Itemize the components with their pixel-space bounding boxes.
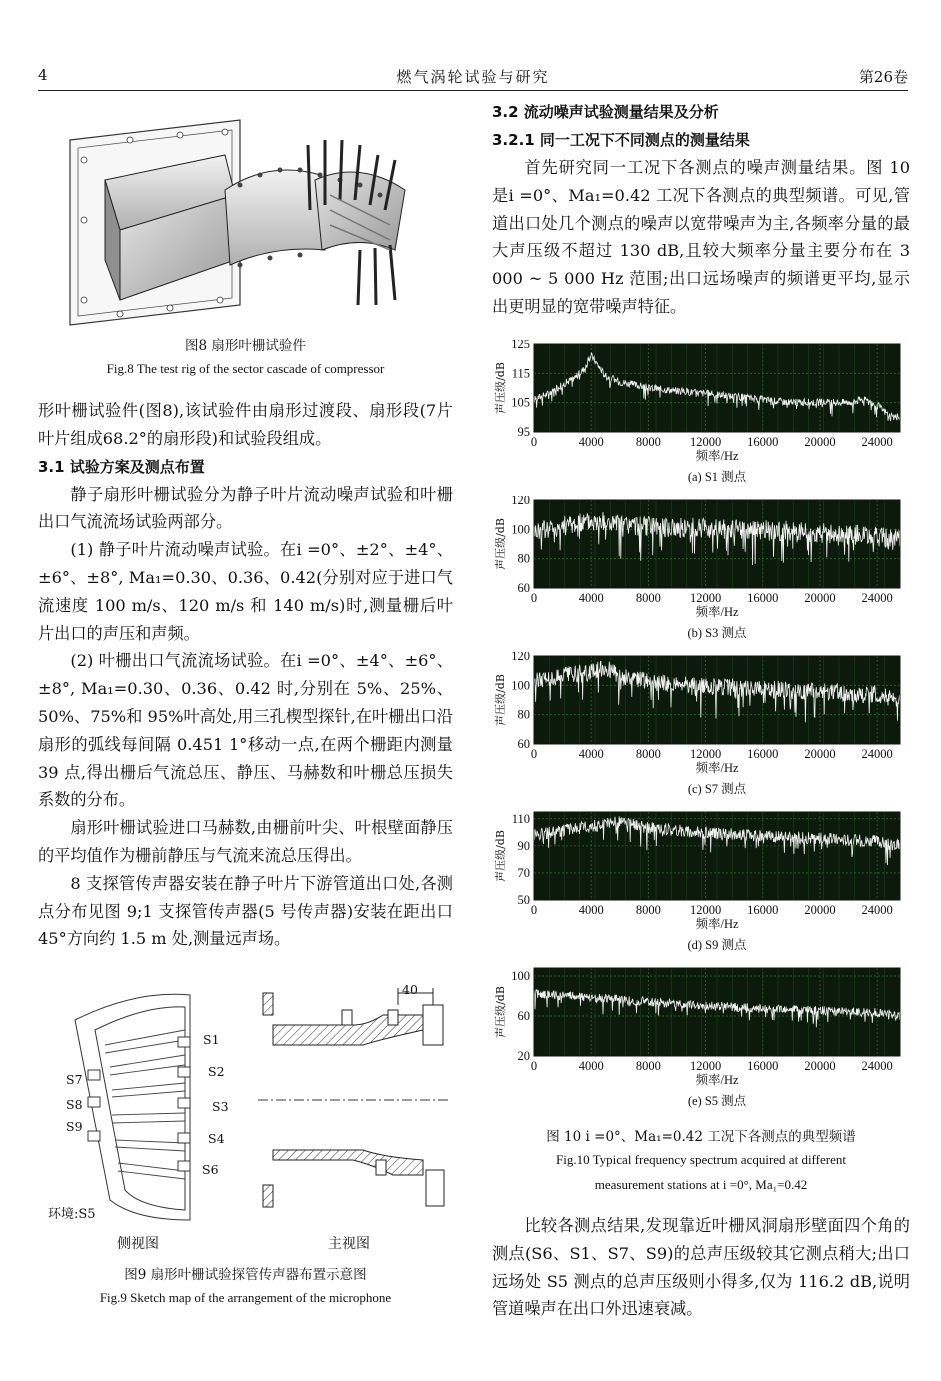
left-paragraph-6: 8 支探管传声器安装在静子叶片下游管道出口处,各测点分布见图 9;1 支探管传声器(5 号传声器)安装在距出口 45°方向约 1.5 m 处,测量远声场。 (38, 873, 453, 949)
x-tick-label: 24000 (861, 591, 893, 605)
y-tick-label: 120 (511, 652, 530, 663)
subplot-caption: (e) S5 测点 (687, 1094, 747, 1108)
y-axis-label: 声压级/dB (494, 986, 507, 1038)
subplot-caption: (d) S9 测点 (687, 938, 747, 952)
x-tick-label: 24000 (861, 1059, 893, 1073)
y-tick-label: 100 (511, 522, 530, 537)
x-axis-label: 频率/Hz (695, 1073, 739, 1087)
spectrum-svg (492, 964, 910, 1124)
x-tick-label: 4000 (578, 903, 604, 917)
subplot-caption: (b) S3 测点 (687, 626, 747, 640)
subplot-caption: (c) S7 测点 (687, 782, 747, 796)
y-tick-label: 60 (517, 581, 530, 595)
y-tick-label: 80 (517, 551, 530, 566)
y-tick-label: 80 (517, 707, 530, 722)
x-tick-label: 20000 (804, 435, 836, 449)
section-3-2-heading: 3.2 流动噪声试验测量结果及分析 (492, 103, 719, 121)
spectrum-chart-s1 (492, 340, 910, 500)
x-tick-label: 24000 (861, 435, 893, 449)
x-tick-label: 20000 (804, 747, 836, 761)
y-tick-label: 20 (517, 1049, 530, 1063)
y-axis-label: 声压级/dB (494, 518, 507, 570)
section-3-2-1-heading: 3.2.1 同一工况下不同测点的测量结果 (492, 131, 750, 149)
y-tick-label: 70 (517, 865, 530, 880)
x-tick-label: 4000 (578, 591, 604, 605)
y-tick-label: 50 (517, 893, 530, 907)
fig9-label-s2: S2 (208, 1064, 225, 1079)
x-tick-label: 0 (530, 747, 538, 761)
spectrum-chart-s9 (492, 808, 910, 968)
y-axis-label: 声压级/dB (494, 362, 507, 414)
fig10-caption-cn: 图 10 i =0°、Ma₁=0.42 工况下各测点的典型频谱 (546, 1129, 856, 1145)
y-axis-label: 声压级/dB (494, 830, 507, 882)
right-paragraph-1: 首先研究同一工况下各测点的噪声测量结果。图 10 是i =0°、Ma₁=0.42 工况下各测点的典型频谱。可见,管道出口处几个测点的噪声以宽带噪声为主,各频率分量的最大声压级不超过 130 dB,且较大频率分量主要分布在 3 000 ~ 5 000 Hz 范围;出口远场噪声的频谱更平均,显示出更明显的宽带噪声特征。 (492, 158, 910, 316)
y-tick-label: 60 (517, 737, 530, 751)
fig9-caption-en: Fig.9 Sketch map of the arrangement of the microphone (99, 1290, 392, 1305)
y-tick-label: 120 (511, 496, 530, 507)
fig10-caption-en-1: Fig.10 Typical frequency spectrum acquired at different (556, 1152, 846, 1167)
y-axis-label: 声压级/dB (494, 674, 507, 726)
fig9-label-s8: S8 (66, 1097, 83, 1112)
fig9-label-s6: S6 (202, 1162, 219, 1177)
fig9-label-s7: S7 (66, 1072, 83, 1087)
y-tick-label: 100 (511, 969, 530, 983)
subplot-caption: (a) S1 测点 (687, 470, 747, 484)
fig8-caption-cn: 图8 扇形叶栅试验件 (185, 338, 306, 354)
fig9-caption-cn: 图9 扇形叶栅试验探管传声器布置示意图 (124, 1267, 367, 1283)
x-tick-label: 8000 (635, 903, 661, 917)
left-paragraph-5: 扇形叶栅试验进口马赫数,由栅前叶尖、叶根壁面静压的平均值作为栅前静压与气流来流总压得出。 (38, 818, 453, 865)
x-tick-label: 8000 (635, 747, 661, 761)
fig10-caption-en-2: measurement stations at i =0°, Ma₁=0.42 (594, 1177, 808, 1192)
fig9-dimension-label: 40 (402, 982, 418, 997)
journal-title: 燃气涡轮试验与研究 (396, 68, 550, 86)
y-tick-label: 95 (517, 425, 530, 439)
x-tick-label: 8000 (635, 1059, 661, 1073)
fig9-main-view-label: 主视图 (328, 1236, 370, 1252)
x-axis-label: 频率/Hz (695, 917, 739, 931)
x-tick-label: 0 (530, 591, 538, 605)
x-tick-label: 16000 (747, 903, 779, 917)
x-tick-label: 0 (530, 903, 538, 917)
y-tick-label: 115 (511, 366, 530, 381)
fig9-label-s1: S1 (203, 1032, 220, 1047)
spectrum-svg (492, 652, 910, 812)
y-tick-label: 110 (511, 811, 530, 826)
x-tick-label: 12000 (689, 591, 722, 605)
x-axis-label: 频率/Hz (695, 761, 739, 775)
x-tick-label: 20000 (804, 1059, 836, 1073)
x-tick-label: 16000 (747, 747, 779, 761)
y-tick-label: 60 (517, 1009, 530, 1023)
x-tick-label: 12000 (689, 747, 722, 761)
x-tick-label: 0 (530, 435, 538, 449)
x-tick-label: 24000 (861, 747, 893, 761)
x-tick-label: 20000 (804, 903, 836, 917)
figure-8-drawing (60, 100, 440, 330)
x-tick-label: 12000 (689, 435, 722, 449)
x-tick-label: 8000 (635, 435, 661, 449)
spectrum-chart-s7 (492, 652, 910, 812)
left-paragraph-2: 静子扇形叶栅试验分为静子叶片流动噪声试验和叶栅出口气流流场试验两部分。 (38, 484, 453, 532)
spectrum-svg (492, 496, 910, 656)
fig9-label-s9: S9 (66, 1119, 83, 1134)
x-tick-label: 8000 (635, 591, 661, 605)
x-tick-label: 12000 (689, 903, 722, 917)
spectrum-svg (492, 340, 910, 500)
page-number: 4 (38, 66, 48, 84)
y-tick-label: 105 (511, 395, 530, 410)
section-3-1-heading: 3.1 试验方案及测点布置 (38, 457, 205, 476)
x-tick-label: 16000 (747, 591, 779, 605)
x-tick-label: 24000 (861, 903, 893, 917)
fig9-label-s4: S4 (208, 1131, 225, 1146)
x-tick-label: 12000 (689, 1059, 722, 1073)
fig9-label-s3: S3 (212, 1099, 229, 1114)
right-paragraph-2: 比较各测点结果,发现靠近叶栅风洞扇形壁面四个角的测点(S6、S1、S7、S9)的总声压级较其它测点稍大;出口远场处 S5 测点的总声压级则小得多,仅为 116.2 dB,说明管道噪声在出口外迅速衰减。 (492, 1216, 910, 1319)
fig8-caption-en: Fig.8 The test rig of the sector cascade of compressor (106, 361, 385, 376)
left-paragraph-1: 形叶栅试验件(图8),该试验件由扇形过渡段、扇形段(7片叶片组成68.2°的扇形段)和试验段组成。 (38, 401, 453, 448)
left-paragraph-4: (2) 叶栅出口气流流场试验。在i =0°、±4°、±6°、±8°, Ma₁=0.30、0.36、0.42 时,分别在 5%、25%、50%、75%和 95%叶高处,用三孔楔型探针,在叶栅出口沿扇形的弧线每间隔 0.451 1°移动一点,在两个栅距内测量 39 点,得出栅后气流总压、静压、马赫数和叶栅总压损失系数的分布。 (38, 651, 453, 810)
y-tick-label: 100 (511, 678, 530, 693)
spectrum-chart-s3 (492, 496, 910, 656)
x-tick-label: 4000 (578, 435, 604, 449)
x-axis-label: 频率/Hz (695, 605, 739, 619)
x-tick-label: 4000 (578, 747, 604, 761)
running-header (38, 62, 908, 91)
y-tick-label: 125 (511, 340, 530, 351)
spectrum-chart-s5 (492, 964, 910, 1124)
x-axis-label: 频率/Hz (695, 449, 739, 463)
x-tick-label: 0 (530, 1059, 538, 1073)
volume-label: 第26卷 (858, 68, 908, 86)
figure-9-main-view (258, 985, 458, 1225)
x-tick-label: 16000 (747, 1059, 779, 1073)
fig9-side-view-label: 侧视图 (117, 1236, 159, 1252)
spectrum-svg (492, 808, 910, 968)
x-tick-label: 20000 (804, 591, 836, 605)
x-tick-label: 4000 (578, 1059, 604, 1073)
y-tick-label: 90 (517, 838, 530, 853)
fig9-env-label: 环境:S5 (48, 1207, 96, 1222)
x-tick-label: 16000 (747, 435, 779, 449)
left-paragraph-3: (1) 静子叶片流动噪声试验。在i =0°、±2°、±4°、±6°、±8°, Ma₁=0.30、0.36、0.42(分别对应于进口气流速度 100 m/s、120 m/s 和 140 m/s)时,测量栅后叶片出口的声压和声频。 (38, 540, 453, 643)
